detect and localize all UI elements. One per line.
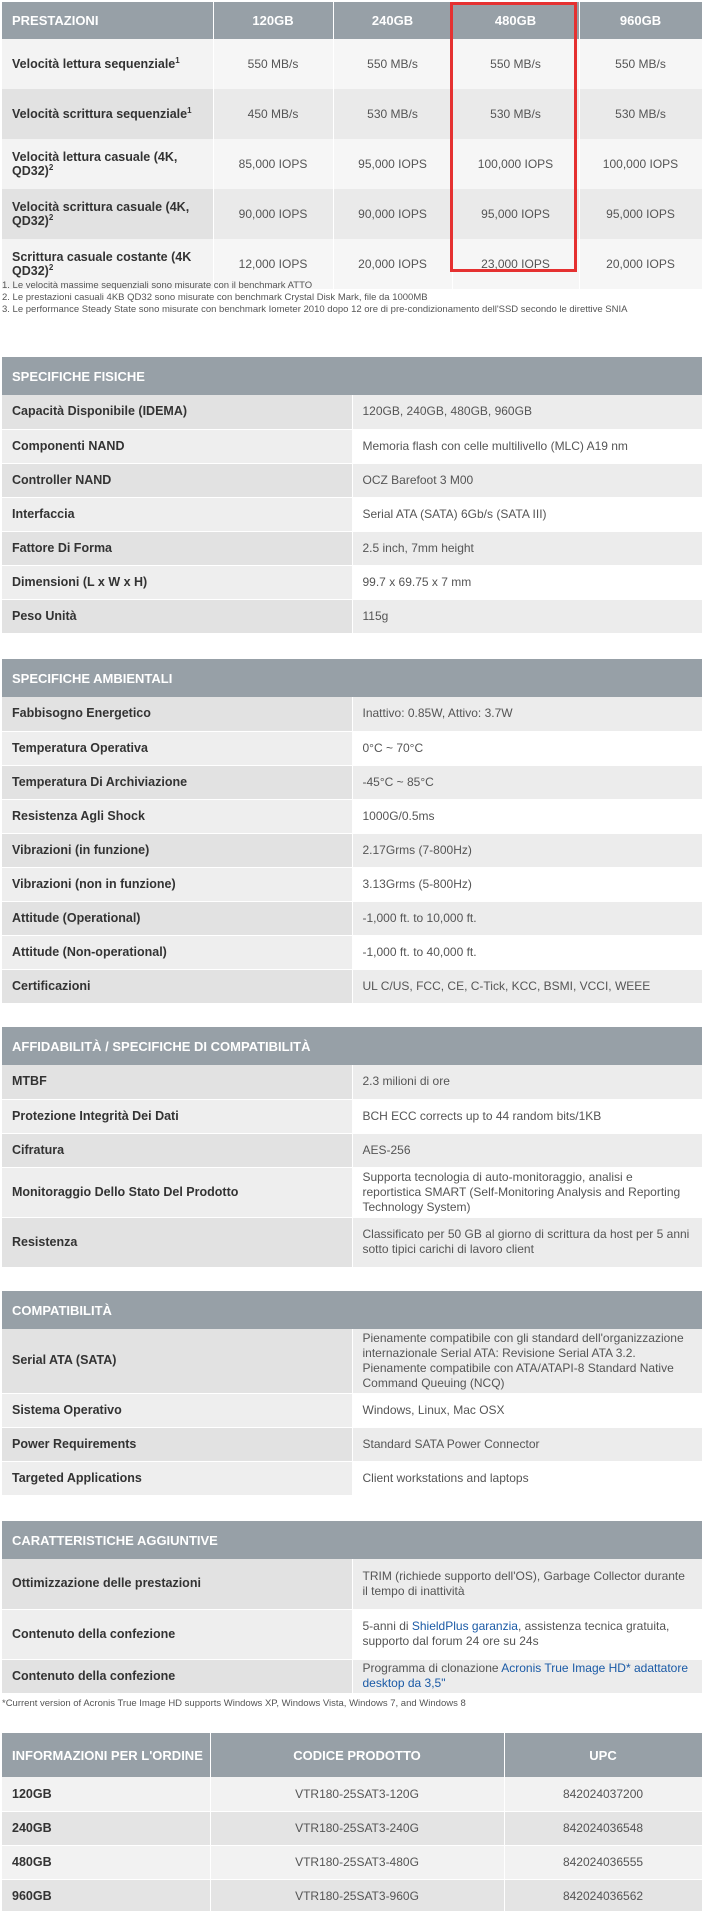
spec-key: Interfaccia — [2, 497, 352, 531]
spec-key: Vibrazioni (non in funzione) — [2, 867, 352, 901]
ordering-table — [2, 1733, 703, 1911]
performance-value: 95,000 IOPS — [452, 189, 579, 239]
additional-features-table — [2, 1521, 702, 1694]
performance-value: 12,000 IOPS — [213, 239, 333, 289]
performance-value: 530 MB/s — [333, 89, 452, 139]
spec-row — [2, 765, 702, 799]
spec-key: Dimensioni (L x W x H) — [2, 565, 352, 599]
spec-value: 2.3 milioni di ore — [352, 1065, 702, 1099]
spec-value: TRIM (richiede supporto dell'OS), Garbage Collector durante il tempo di inattività — [352, 1559, 702, 1609]
spec-key: Contenuto della confezione — [2, 1659, 352, 1693]
spec-row — [2, 599, 702, 633]
spec-row — [2, 497, 702, 531]
performance-note: 1. Le velocità massime sequenziali sono misurate con il benchmark ATTO — [2, 280, 313, 291]
spec-key: Protezione Integrità Dei Dati — [2, 1099, 352, 1133]
performance-row-label: Velocità lettura casuale (4K, QD32)$^2$ — [2, 139, 213, 189]
upc-code: 842024036548 — [504, 1811, 702, 1845]
performance-value: 550 MB/s — [579, 39, 702, 89]
spec-value: BCH ECC corrects up to 44 random bits/1KB — [352, 1099, 702, 1133]
ordering-capacity: 240GB — [2, 1811, 210, 1845]
physical-specs-header: SPECIFICHE FISICHE — [2, 357, 702, 395]
spec-key: Power Requirements — [2, 1427, 352, 1461]
performance-value: 530 MB/s — [579, 89, 702, 139]
spec-key: Attitude (Non-operational) — [2, 935, 352, 969]
performance-header: PRESTAZIONI — [2, 2, 213, 39]
performance-value: 530 MB/s — [452, 89, 579, 139]
acronis-footnote: *Current version of Acronis True Image HD supports Windows XP, Windows Vista, Windows 7, and Windows 8 — [2, 1698, 466, 1709]
spec-value: AES-256 — [352, 1133, 702, 1167]
spec-row — [2, 833, 702, 867]
upc-code: 842024036562 — [504, 1879, 702, 1911]
spec-row — [2, 1329, 702, 1393]
product-code-header: CODICE PRODOTTO — [210, 1733, 504, 1777]
spec-key: Temperatura Operativa — [2, 731, 352, 765]
spec-row — [2, 1217, 702, 1267]
spec-row — [2, 1659, 702, 1693]
spec-row — [2, 935, 702, 969]
spec-value: Supporta tecnologia di auto-monitoraggio, analisi e reportistica SMART (Self-Monitoring Analysis and Reporting Technology System) — [352, 1167, 702, 1217]
ordering-row — [2, 1845, 702, 1879]
reliability-specs-table — [2, 1027, 702, 1268]
performance-value: 20,000 IOPS — [579, 239, 702, 289]
performance-value: 550 MB/s — [333, 39, 452, 89]
capacity-header-120gb: 120GB — [213, 2, 333, 39]
spec-key: MTBF — [2, 1065, 352, 1099]
spec-value: Client workstations and laptops — [352, 1461, 702, 1495]
performance-value: 85,000 IOPS — [213, 139, 333, 189]
spec-value: -45°C ~ 85°C — [352, 765, 702, 799]
performance-header-row — [2, 2, 702, 39]
spec-value: 3.13Grms (5-800Hz) — [352, 867, 702, 901]
spec-row — [2, 697, 702, 731]
spec-key: Attitude (Operational) — [2, 901, 352, 935]
capacity-header-960gb: 960GB — [579, 2, 702, 39]
spec-value: 1000G/0.5ms — [352, 799, 702, 833]
spec-key: Fattore Di Forma — [2, 531, 352, 565]
performance-row-label: Velocità scrittura sequenziale$^1$ — [2, 89, 213, 139]
spec-row — [2, 1609, 702, 1659]
spec-row — [2, 565, 702, 599]
spec-value: Standard SATA Power Connector — [352, 1427, 702, 1461]
environmental-specs-table — [2, 659, 702, 1004]
spec-key: Resistenza Agli Shock — [2, 799, 352, 833]
performance-value: 100,000 IOPS — [579, 139, 702, 189]
capacity-header-240gb: 240GB — [333, 2, 452, 39]
upc-code: 842024037200 — [504, 1777, 702, 1811]
product-code: VTR180-25SAT3-240G — [210, 1811, 504, 1845]
spec-key: Peso Unità — [2, 599, 352, 633]
spec-row — [2, 1427, 702, 1461]
spec-value: -1,000 ft. to 10,000 ft. — [352, 901, 702, 935]
spec-row — [2, 969, 702, 1003]
spec-key: Serial ATA (SATA) — [2, 1329, 352, 1393]
spec-row — [2, 1559, 702, 1609]
spec-key: Controller NAND — [2, 463, 352, 497]
ordering-header: INFORMAZIONI PER L'ORDINE — [2, 1733, 210, 1777]
spec-value: 99.7 x 69.75 x 7 mm — [352, 565, 702, 599]
upc-code: 842024036555 — [504, 1845, 702, 1879]
upc-header: UPC — [504, 1733, 702, 1777]
spec-value: UL C/US, FCC, CE, C-Tick, KCC, BSMI, VCCI, WEEE — [352, 969, 702, 1003]
performance-row — [2, 139, 702, 189]
spec-value: Programma di clonazione Acronis True Image HD* adattatore desktop da 3,5" — [352, 1659, 702, 1693]
spec-key: Cifratura — [2, 1133, 352, 1167]
spec-key: Certificazioni — [2, 969, 352, 1003]
spec-value: 0°C ~ 70°C — [352, 731, 702, 765]
compatibility-specs-table — [2, 1291, 702, 1496]
physical-specs-table — [2, 357, 702, 634]
performance-row — [2, 39, 702, 89]
spec-value: Windows, Linux, Mac OSX — [352, 1393, 702, 1427]
spec-value: 5-anni di ShieldPlus garanzia, assistenza tecnica gratuita, supporto dal forum 24 ore su 24s — [352, 1609, 702, 1659]
ordering-row — [2, 1879, 702, 1911]
performance-row-label: Velocità lettura sequenziale$^1$ — [2, 39, 213, 89]
spec-key: Componenti NAND — [2, 429, 352, 463]
spec-row — [2, 799, 702, 833]
performance-note: 3. Le performance Steady State sono misurate con benchmark Iometer 2010 dopo 12 ore di pre-condizionamento dell'SSD secondo le direttive SNIA — [2, 304, 628, 315]
spec-value: Pienamente compatibile con gli standard dell'organizzazione internazionale Serial ATA: Revisione Serial ATA 3.2. Pienamente compatibile con ATA/ATAPI-8 Standard Native Command Queuing (NCQ) — [352, 1329, 702, 1393]
performance-table — [2, 2, 703, 289]
performance-notes — [2, 280, 702, 316]
spec-key: Ottimizzazione delle prestazioni — [2, 1559, 352, 1609]
product-code: VTR180-25SAT3-480G — [210, 1845, 504, 1879]
spec-row — [2, 463, 702, 497]
ordering-row — [2, 1811, 702, 1845]
spec-row — [2, 395, 702, 429]
spec-row — [2, 1461, 702, 1495]
spec-row — [2, 1393, 702, 1427]
additional-features-header: CARATTERISTICHE AGGIUNTIVE — [2, 1521, 702, 1559]
performance-row — [2, 89, 702, 139]
performance-row — [2, 189, 702, 239]
performance-row-label: Velocità scrittura casuale (4K, QD32)$^2$ — [2, 189, 213, 239]
spec-row — [2, 1065, 702, 1099]
acronis-link[interactable]: Acronis True Image HD* adattatore desktop da 3,5" — [362, 1661, 689, 1690]
spec-value: 115g — [352, 599, 702, 633]
ordering-header-row — [2, 1733, 702, 1777]
spec-key: Targeted Applications — [2, 1461, 352, 1495]
spec-key: Temperatura Di Archiviazione — [2, 765, 352, 799]
performance-value: 20,000 IOPS — [333, 239, 452, 289]
spec-value: Serial ATA (SATA) 6Gb/s (SATA III) — [352, 497, 702, 531]
spec-value: Inattivo: 0.85W, Attivo: 3.7W — [352, 697, 702, 731]
spec-key: Monitoraggio Dello Stato Del Prodotto — [2, 1167, 352, 1217]
capacity-header-480gb: 480GB — [452, 2, 579, 39]
spec-row — [2, 531, 702, 565]
spec-value: Memoria flash con celle multilivello (MLC) A19 nm — [352, 429, 702, 463]
spec-row — [2, 901, 702, 935]
performance-value: 90,000 IOPS — [213, 189, 333, 239]
spec-value: OCZ Barefoot 3 M00 — [352, 463, 702, 497]
spec-row — [2, 429, 702, 463]
spec-value: Classificato per 50 GB al giorno di scrittura da host per 5 anni sotto tipici carichi di lavoro client — [352, 1217, 702, 1267]
spec-key: Sistema Operativo — [2, 1393, 352, 1427]
spec-row — [2, 731, 702, 765]
spec-value: -1,000 ft. to 40,000 ft. — [352, 935, 702, 969]
performance-row-label: Scrittura casuale costante (4K QD32)$^2$ — [2, 239, 213, 289]
performance-value: 100,000 IOPS — [452, 139, 579, 189]
spec-key: Capacità Disponibile (IDEMA) — [2, 395, 352, 429]
spec-key: Contenuto della confezione — [2, 1609, 352, 1659]
compatibility-specs-header: COMPATIBILITÀ — [2, 1291, 702, 1329]
product-code: VTR180-25SAT3-960G — [210, 1879, 504, 1911]
spec-key: Fabbisogno Energetico — [2, 697, 352, 731]
performance-value: 550 MB/s — [452, 39, 579, 89]
spec-key: Vibrazioni (in funzione) — [2, 833, 352, 867]
spec-value: 2.17Grms (7-800Hz) — [352, 833, 702, 867]
ordering-capacity: 120GB — [2, 1777, 210, 1811]
spec-row — [2, 867, 702, 901]
spec-value: 120GB, 240GB, 480GB, 960GB — [352, 395, 702, 429]
shieldplus-warranty-link[interactable]: ShieldPlus garanzia — [411, 1619, 518, 1633]
performance-note: 2. Le prestazioni casuali 4KB QD32 sono misurate con benchmark Crystal Disk Mark, file da 1000MB — [2, 292, 428, 303]
performance-value: 23,000 IOPS — [452, 239, 579, 289]
spec-value: 2.5 inch, 7mm height — [352, 531, 702, 565]
spec-row — [2, 1167, 702, 1217]
performance-value: 95,000 IOPS — [333, 139, 452, 189]
spec-row — [2, 1133, 702, 1167]
performance-value: 450 MB/s — [213, 89, 333, 139]
reliability-specs-header: AFFIDABILITÀ / SPECIFICHE DI COMPATIBILITÀ — [2, 1027, 702, 1065]
performance-value: 550 MB/s — [213, 39, 333, 89]
ordering-capacity: 960GB — [2, 1879, 210, 1911]
environmental-specs-header: SPECIFICHE AMBIENTALI — [2, 659, 702, 697]
ordering-row — [2, 1777, 702, 1811]
spec-row — [2, 1099, 702, 1133]
spec-key: Resistenza — [2, 1217, 352, 1267]
performance-value: 95,000 IOPS — [579, 189, 702, 239]
product-code: VTR180-25SAT3-120G — [210, 1777, 504, 1811]
performance-value: 90,000 IOPS — [333, 189, 452, 239]
ordering-capacity: 480GB — [2, 1845, 210, 1879]
